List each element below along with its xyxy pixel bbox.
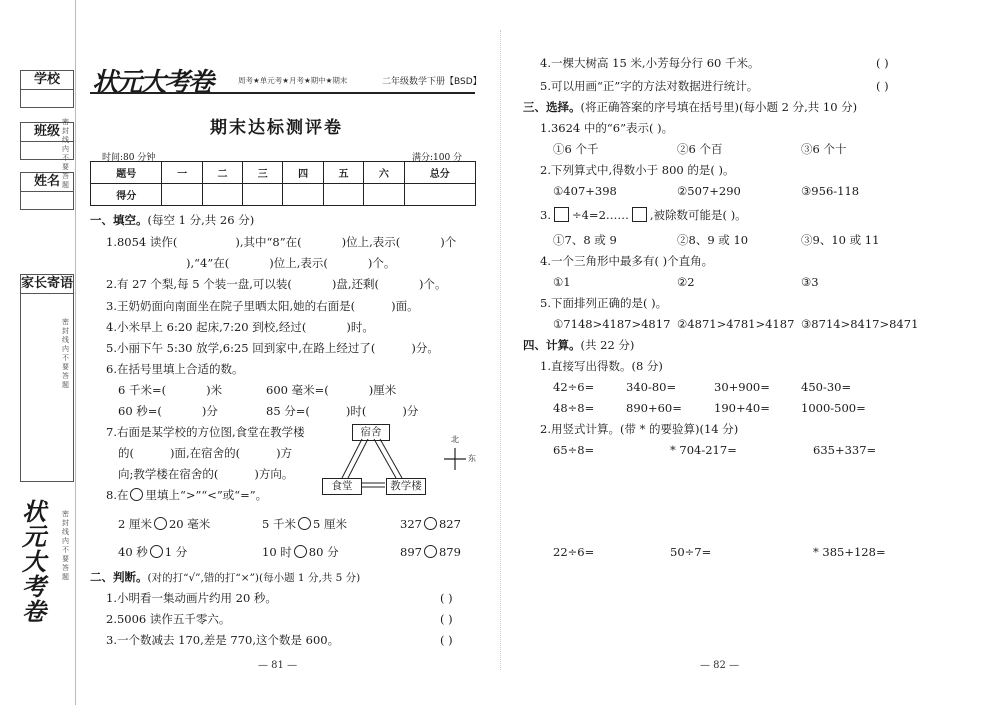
question-text: )个。 [367, 256, 396, 270]
page-divider [500, 30, 501, 670]
choice-2: 2.下列算式中,得数小于 800 的是( )。 [540, 163, 735, 177]
calc-item: 340-80= [626, 380, 677, 394]
east-label: 东 [468, 454, 476, 463]
compare-circle[interactable] [424, 517, 437, 530]
question-text: 3. [540, 208, 551, 222]
circle-icon [130, 488, 143, 501]
question-text: )方 [276, 446, 293, 460]
question-text: )时( [345, 404, 367, 418]
section-note: (共 22 分) [580, 338, 635, 352]
choice-5: 5.下面排列正确的是( )。 [540, 296, 668, 310]
section-2-heading [90, 570, 360, 585]
judge-answer-paren[interactable]: ( ) [876, 56, 889, 70]
question-text: 60 秒=( [118, 404, 162, 418]
question-text: 里填上“>”“<”或“=”。 [145, 488, 268, 502]
section-note: (每空 1 分,共 26 分) [147, 213, 255, 227]
choice-option[interactable]: ③8714>8417>8471 [801, 317, 919, 331]
canteen-box: 食堂 [322, 478, 362, 495]
calc-item: 65÷8= [553, 443, 595, 457]
section-1-heading [90, 213, 254, 227]
calc-item: 890+60= [626, 401, 682, 415]
class-label: 班级 [33, 124, 60, 139]
question-6-item [266, 404, 418, 418]
table-cell: 总分 [404, 162, 475, 184]
compare-right: 5 厘米 [312, 517, 347, 531]
calc-1-title: 1.直接写出得数。(8 分) [540, 359, 663, 373]
question-1-line-2 [106, 256, 395, 270]
table-cell: 五 [323, 162, 363, 184]
compare-left: 897 [400, 545, 422, 559]
choice-option[interactable]: ②4871>4781>4187 [677, 317, 795, 331]
compare-circle[interactable] [150, 545, 163, 558]
score-table-score-row [91, 184, 476, 206]
compare-right: 80 分 [308, 545, 339, 559]
compare-right: 879 [438, 545, 461, 559]
compare-item [118, 517, 210, 531]
choice-option[interactable]: ①7、8 或 9 [553, 233, 617, 247]
question-text: )盘,还剩( [331, 277, 379, 291]
brand-logo: 状元大考卷 [92, 68, 213, 98]
compare-circle[interactable] [298, 517, 311, 530]
compare-item [118, 545, 187, 559]
compare-left: 10 时 [262, 545, 292, 559]
parent-message-label: 家长寄语 [21, 276, 74, 291]
question-text: 向;教学楼在宿舍的( [118, 467, 219, 481]
question-text: )米 [206, 383, 223, 397]
calc-item: 50÷7= [670, 545, 712, 559]
section-note: (将正确答案的序号填在括号里)(每小题 2 分,共 10 分) [580, 100, 858, 114]
question-text: 1.8054 读作( [106, 235, 178, 249]
question-text: )面。 [391, 299, 419, 313]
judge-3: 3.一个数减去 170,差是 770,这个数是 600。 [106, 633, 340, 647]
section-title: 二、判断。 [90, 570, 148, 584]
question-text: 6 千米=( [118, 383, 167, 397]
page-number: — 81 — [258, 660, 298, 671]
compare-left: 40 秒 [118, 545, 148, 559]
table-cell: 二 [202, 162, 242, 184]
question-text: 3.王奶奶面向南面坐在院子里晒太阳,她的右面是( [106, 299, 356, 313]
series-label: 周考★单元考★月考★期中★期末 [238, 76, 348, 85]
question-text: )分 [201, 404, 218, 418]
choice-option[interactable]: ②2 [677, 275, 695, 289]
score-input-cell[interactable] [323, 184, 363, 206]
time-limit: 时间:80 分钟 [102, 153, 156, 163]
score-table-header-row [91, 162, 476, 184]
table-cell: 得分 [91, 184, 162, 206]
teaching-building-box: 教学楼 [386, 478, 426, 495]
score-input-cell[interactable] [404, 184, 475, 206]
table-cell: 一 [162, 162, 202, 184]
score-input-cell[interactable] [162, 184, 202, 206]
compare-item [262, 517, 347, 531]
section-4-heading [523, 338, 634, 352]
compare-item [400, 545, 461, 559]
section-title: 四、计算。 [523, 338, 581, 352]
school-field[interactable] [20, 70, 74, 108]
page-number: — 82 — [700, 660, 740, 671]
question-text: )面,在宿舍的( [170, 446, 241, 460]
judge-answer-paren[interactable]: ( ) [440, 612, 453, 626]
choice-option[interactable]: ③956-118 [801, 184, 860, 198]
calc-item: 190+40= [714, 401, 770, 415]
question-text: )厘米 [368, 383, 397, 397]
full-score: 满分:100 分 [412, 153, 463, 163]
question-text: ,被除数可能是( )。 [649, 208, 747, 222]
question-text: ÷4=2…… [571, 208, 629, 222]
question-5 [106, 341, 439, 355]
exam-title: 期末达标测评卷 [210, 118, 343, 138]
question-3 [106, 299, 419, 313]
choice-1: 1.3624 中的“6”表示( )。 [540, 121, 674, 135]
compare-right: 827 [438, 517, 461, 531]
calc-2-title: 2.用竖式计算。(带 * 的要验算)(14 分) [540, 422, 739, 436]
seal-note: 密封线内不要答题 [62, 318, 69, 389]
choice-option[interactable]: ③6 个十 [801, 142, 847, 156]
question-text: )分 [402, 404, 419, 418]
box-icon [554, 207, 569, 222]
judge-4: 4.一棵大树高 15 米,小芳每分行 60 千米。 [540, 56, 760, 70]
calc-item: 48÷8= [553, 401, 595, 415]
compare-circle[interactable] [424, 545, 437, 558]
question-text: )分。 [411, 341, 439, 355]
question-6-item [118, 383, 222, 397]
section-title: 三、选择。 [523, 100, 581, 114]
question-7-line-2 [118, 446, 292, 460]
judge-5: 5.可以用画“正”字的方法对数据进行统计。 [540, 79, 759, 93]
question-6-item [118, 404, 218, 418]
choice-option[interactable]: ③3 [801, 275, 819, 289]
choice-4: 4.一个三角形中最多有( )个直角。 [540, 254, 714, 268]
compare-circle[interactable] [294, 545, 307, 558]
question-text: )位上,表示( [269, 256, 328, 270]
dormitory-box: 宿舍 [352, 424, 390, 441]
question-2 [106, 277, 446, 291]
calc-item: 30+900= [714, 380, 770, 394]
score-input-cell[interactable] [202, 184, 242, 206]
compare-right: 1 分 [164, 545, 188, 559]
choice-option[interactable]: ①6 个千 [553, 142, 599, 156]
score-input-cell[interactable] [243, 184, 283, 206]
calc-item: * 704-217= [670, 443, 737, 457]
section-note: (对的打“√”,错的打“×”)(每小题 1 分,共 5 分) [147, 572, 361, 584]
question-6: 6.在括号里填上合适的数。 [106, 362, 244, 376]
question-text: 5.小丽下午 5:30 放学,6:25 回到家中,在路上经过了( [106, 341, 376, 355]
judge-answer-paren[interactable]: ( ) [876, 79, 889, 93]
margin-logo: 状元大考卷 [22, 498, 46, 626]
calc-item: 42÷6= [553, 380, 595, 394]
calc-item: * 385+128= [813, 545, 886, 559]
table-cell: 三 [243, 162, 283, 184]
box-icon [632, 207, 647, 222]
question-7-line-3 [118, 467, 293, 481]
compare-item [262, 545, 339, 559]
seal-note: 密封线内不要答题 [62, 510, 69, 581]
question-text: )位上,表示( [341, 235, 401, 249]
table-cell: 四 [283, 162, 323, 184]
judge-1: 1.小明看一集动画片约用 20 秒。 [106, 591, 277, 605]
score-input-cell[interactable] [283, 184, 323, 206]
score-table [90, 161, 476, 206]
choice-option[interactable]: ②8、9 或 10 [677, 233, 749, 247]
question-text: 85 分=( [266, 404, 310, 418]
question-text: ),“4”在( [186, 256, 230, 270]
school-label: 学校 [33, 72, 60, 87]
judge-2: 2.5006 读作五千零六。 [106, 612, 231, 626]
question-text: )个 [440, 235, 457, 249]
question-7-line-1: 7.右面是某学校的方位图,食堂在教学楼 [106, 425, 305, 439]
choice-option[interactable]: ②507+290 [677, 184, 741, 198]
table-cell: 题号 [91, 162, 162, 184]
judge-answer-paren[interactable]: ( ) [440, 591, 453, 605]
calc-item: 450-30= [801, 380, 852, 394]
question-text: 2.有 27 个梨,每 5 个装一盘,可以装( [106, 277, 292, 291]
compare-right: 20 毫米 [168, 517, 211, 531]
calc-item: 22÷6= [553, 545, 595, 559]
score-input-cell[interactable] [364, 184, 404, 206]
question-text: )时。 [346, 320, 374, 334]
choice-option[interactable]: ②6 个百 [677, 142, 723, 156]
compare-left: 327 [400, 517, 422, 531]
choice-option[interactable]: ③9、10 或 11 [801, 233, 880, 247]
question-text: ),其中“8”在( [235, 235, 302, 249]
north-label: 北 [451, 435, 459, 444]
compare-circle[interactable] [154, 517, 167, 530]
choice-option[interactable]: ①1 [553, 275, 571, 289]
section-title: 一、填空。 [90, 213, 148, 227]
question-text: 600 毫米=( [266, 383, 329, 397]
choice-3 [540, 207, 747, 222]
choice-option[interactable]: ①7148>4187>4817 [553, 317, 671, 331]
question-text: 8.在 [106, 488, 129, 502]
question-text: )个。 [418, 277, 447, 291]
header-rule [90, 92, 475, 94]
calc-item: 1000-500= [801, 401, 866, 415]
seal-note: 密封线内不要答题 [62, 118, 69, 189]
grade-label: 二年级数学下册【BSD】 [382, 77, 482, 87]
question-6-item [266, 383, 396, 397]
name-label: 姓名 [33, 174, 60, 189]
question-text: 的( [118, 446, 134, 460]
binding-margin [0, 0, 76, 705]
compare-left: 5 千米 [262, 517, 296, 531]
question-text: )方向。 [254, 467, 294, 481]
compare-left: 2 厘米 [118, 517, 152, 531]
calc-item: 635+337= [813, 443, 877, 457]
question-1-line-1 [106, 235, 456, 249]
question-8 [106, 488, 267, 502]
compare-item [400, 517, 461, 531]
question-4 [106, 320, 374, 334]
choice-option[interactable]: ①407+398 [553, 184, 617, 198]
judge-answer-paren[interactable]: ( ) [440, 633, 453, 647]
table-cell: 六 [364, 162, 404, 184]
section-3-heading [523, 100, 857, 114]
question-text: 4.小米早上 6:20 起床,7:20 到校,经过( [106, 320, 307, 334]
